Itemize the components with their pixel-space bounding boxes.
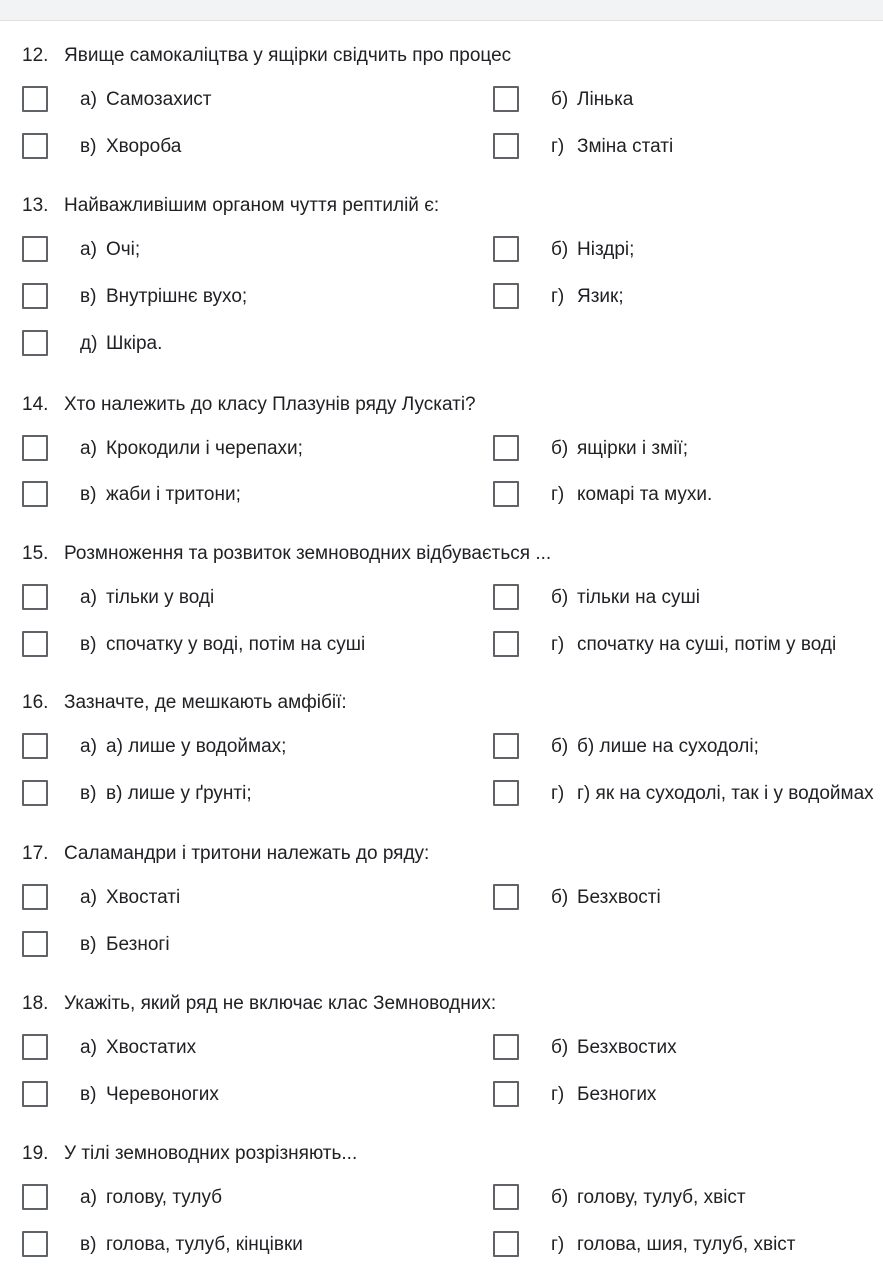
option-text: Очі;	[106, 239, 141, 260]
option-letter: а)	[80, 887, 97, 908]
option-text: Безхвостих	[577, 1037, 677, 1058]
option-checkbox[interactable]	[493, 884, 519, 910]
option-checkbox[interactable]	[493, 86, 519, 112]
option-label	[80, 586, 214, 610]
option-checkbox[interactable]	[22, 631, 48, 657]
option-label	[80, 735, 286, 759]
question-number: 15.	[22, 543, 49, 564]
option-label	[551, 735, 759, 759]
option-checkbox[interactable]	[22, 435, 48, 461]
option-text: Шкіра.	[106, 333, 163, 354]
option-checkbox[interactable]	[22, 1081, 48, 1107]
question-number: 19.	[22, 1143, 49, 1164]
option-letter: д)	[80, 333, 98, 354]
option-letter: а)	[80, 1187, 97, 1208]
question-text: Розмноження та розвиток земноводних відбувається ...	[64, 543, 552, 564]
option-checkbox[interactable]	[22, 584, 48, 610]
option-checkbox[interactable]	[22, 86, 48, 112]
option-letter: а)	[80, 1037, 97, 1058]
option-label	[551, 886, 661, 910]
option-label	[551, 1036, 677, 1060]
option-checkbox[interactable]	[493, 1231, 519, 1257]
question-title	[22, 842, 429, 866]
option-checkbox[interactable]	[493, 435, 519, 461]
option-text: Крокодили і черепахи;	[106, 438, 303, 459]
option-letter: а)	[80, 587, 97, 608]
option-label	[551, 285, 624, 309]
option-text: Самозахист	[106, 89, 212, 110]
question-title	[22, 393, 476, 417]
option-letter: г)	[551, 484, 565, 505]
option-text: голову, тулуб	[106, 1187, 223, 1208]
option-text: Лінька	[577, 89, 634, 110]
option-checkbox[interactable]	[493, 1184, 519, 1210]
option-text: г) як на суходолі, так і у водоймах	[577, 783, 874, 804]
option-letter: а)	[80, 239, 97, 260]
option-letter: б)	[551, 239, 569, 260]
option-checkbox[interactable]	[493, 1034, 519, 1060]
option-text: б) лише на суходолі;	[577, 736, 759, 757]
option-label	[80, 238, 140, 262]
option-letter: в)	[80, 1084, 97, 1105]
option-letter: б)	[551, 587, 569, 608]
option-label	[551, 1083, 656, 1107]
option-checkbox[interactable]	[493, 780, 519, 806]
option-letter: б)	[551, 887, 569, 908]
option-letter: в)	[80, 484, 97, 505]
option-checkbox[interactable]	[493, 584, 519, 610]
option-letter: в)	[80, 783, 97, 804]
option-label	[80, 1083, 219, 1107]
option-text: ящірки і змії;	[577, 438, 688, 459]
question-number: 13.	[22, 195, 49, 216]
option-text: а) лише у водоймах;	[106, 736, 287, 757]
option-checkbox[interactable]	[493, 631, 519, 657]
option-label	[80, 1186, 222, 1210]
option-label	[80, 633, 365, 657]
option-letter: г)	[551, 783, 565, 804]
option-label	[80, 483, 241, 507]
option-label	[80, 1233, 303, 1257]
option-text: Безхвості	[577, 887, 661, 908]
option-text: в) лише у ґрунті;	[106, 783, 252, 804]
option-checkbox[interactable]	[493, 1081, 519, 1107]
option-checkbox[interactable]	[493, 481, 519, 507]
option-text: Язик;	[577, 286, 624, 307]
option-text: Черевоногих	[106, 1084, 219, 1105]
question-title	[22, 44, 511, 68]
option-text: тільки на суші	[577, 587, 700, 608]
question-number: 18.	[22, 993, 49, 1014]
option-label	[80, 886, 180, 910]
option-label	[551, 1186, 746, 1210]
option-g[interactable]	[493, 780, 883, 810]
option-text: Безногі	[106, 934, 170, 955]
question-text: Хто належить до класу Плазунів ряду Лускаті?	[64, 394, 476, 415]
option-text: голова, тулуб, кінцівки	[106, 1234, 303, 1255]
option-text: Хвороба	[106, 136, 182, 157]
option-letter: а)	[80, 89, 97, 110]
option-label	[80, 88, 212, 112]
option-label	[80, 135, 181, 159]
option-text: голова, шия, тулуб, хвіст	[577, 1234, 796, 1255]
option-text: Ніздрі;	[577, 239, 635, 260]
question-number: 14.	[22, 394, 49, 415]
option-checkbox[interactable]	[22, 1184, 48, 1210]
question-text: Укажіть, який ряд не включає клас Земноводних:	[64, 993, 497, 1014]
question-text: Явище самокаліцтва у ящірки свідчить про процес	[64, 45, 512, 66]
option-checkbox[interactable]	[22, 884, 48, 910]
option-label	[80, 933, 170, 957]
option-label	[551, 135, 673, 159]
question-number: 17.	[22, 843, 49, 864]
option-letter: в)	[80, 634, 97, 655]
option-label	[80, 1036, 196, 1060]
option-letter: в)	[80, 1234, 97, 1255]
option-checkbox[interactable]	[22, 236, 48, 262]
option-letter: г)	[551, 634, 565, 655]
option-checkbox[interactable]	[22, 330, 48, 356]
option-letter: г)	[551, 1084, 565, 1105]
option-letter: б)	[551, 1037, 569, 1058]
question-title	[22, 992, 496, 1016]
option-checkbox[interactable]	[22, 1231, 48, 1257]
option-label	[551, 586, 700, 610]
option-checkbox[interactable]	[22, 1034, 48, 1060]
option-text: тільки у воді	[106, 587, 215, 608]
option-label	[551, 238, 634, 262]
option-checkbox[interactable]	[22, 931, 48, 957]
question-title	[22, 542, 551, 566]
option-letter: г)	[551, 136, 565, 157]
option-letter: а)	[80, 736, 97, 757]
question-title	[22, 194, 439, 218]
option-text: Хвостаті	[106, 887, 181, 908]
option-checkbox[interactable]	[22, 481, 48, 507]
option-checkbox[interactable]	[493, 236, 519, 262]
option-text: спочатку у воді, потім на суші	[106, 634, 366, 655]
option-text: Хвостатих	[106, 1037, 197, 1058]
option-label	[551, 483, 712, 507]
option-label	[80, 285, 247, 309]
question-title	[22, 691, 347, 715]
option-text: Внутрішнє вухо;	[106, 286, 248, 307]
option-text: спочатку на суші, потім у воді	[577, 634, 837, 655]
option-text: голову, тулуб, хвіст	[577, 1187, 746, 1208]
option-label	[551, 437, 688, 461]
option-letter: в)	[80, 934, 97, 955]
question-title	[22, 1142, 357, 1166]
option-text: жаби і тритони;	[106, 484, 241, 505]
top-header-strip	[0, 0, 883, 21]
option-label	[80, 437, 303, 461]
question-text: Саламандри і тритони належать до ряду:	[64, 843, 430, 864]
option-text: Безногих	[577, 1084, 657, 1105]
option-checkbox[interactable]	[22, 133, 48, 159]
option-label	[551, 633, 836, 657]
option-letter: г)	[551, 286, 565, 307]
option-letter: а)	[80, 438, 97, 459]
question-number: 12.	[22, 45, 49, 66]
question-text: Найважливішим органом чуття рептилій є:	[64, 195, 440, 216]
option-label	[551, 782, 874, 806]
option-text: комарі та мухи.	[577, 484, 713, 505]
question-number: 16.	[22, 692, 49, 713]
option-letter: в)	[80, 286, 97, 307]
option-letter: б)	[551, 736, 569, 757]
question-text: Зазначте, де мешкають амфібії:	[64, 692, 347, 713]
option-label	[551, 1233, 796, 1257]
option-checkbox[interactable]	[493, 733, 519, 759]
option-letter: б)	[551, 438, 569, 459]
option-checkbox[interactable]	[493, 283, 519, 309]
option-letter: б)	[551, 89, 569, 110]
option-label	[80, 782, 252, 806]
option-checkbox[interactable]	[22, 733, 48, 759]
option-label	[80, 332, 162, 356]
option-letter: б)	[551, 1187, 569, 1208]
option-label	[551, 88, 633, 112]
option-checkbox[interactable]	[22, 780, 48, 806]
option-checkbox[interactable]	[22, 283, 48, 309]
option-checkbox[interactable]	[493, 133, 519, 159]
question-text: У тілі земноводних розрізняють...	[64, 1143, 358, 1164]
option-letter: г)	[551, 1234, 565, 1255]
option-letter: в)	[80, 136, 97, 157]
option-text: Зміна статі	[577, 136, 674, 157]
